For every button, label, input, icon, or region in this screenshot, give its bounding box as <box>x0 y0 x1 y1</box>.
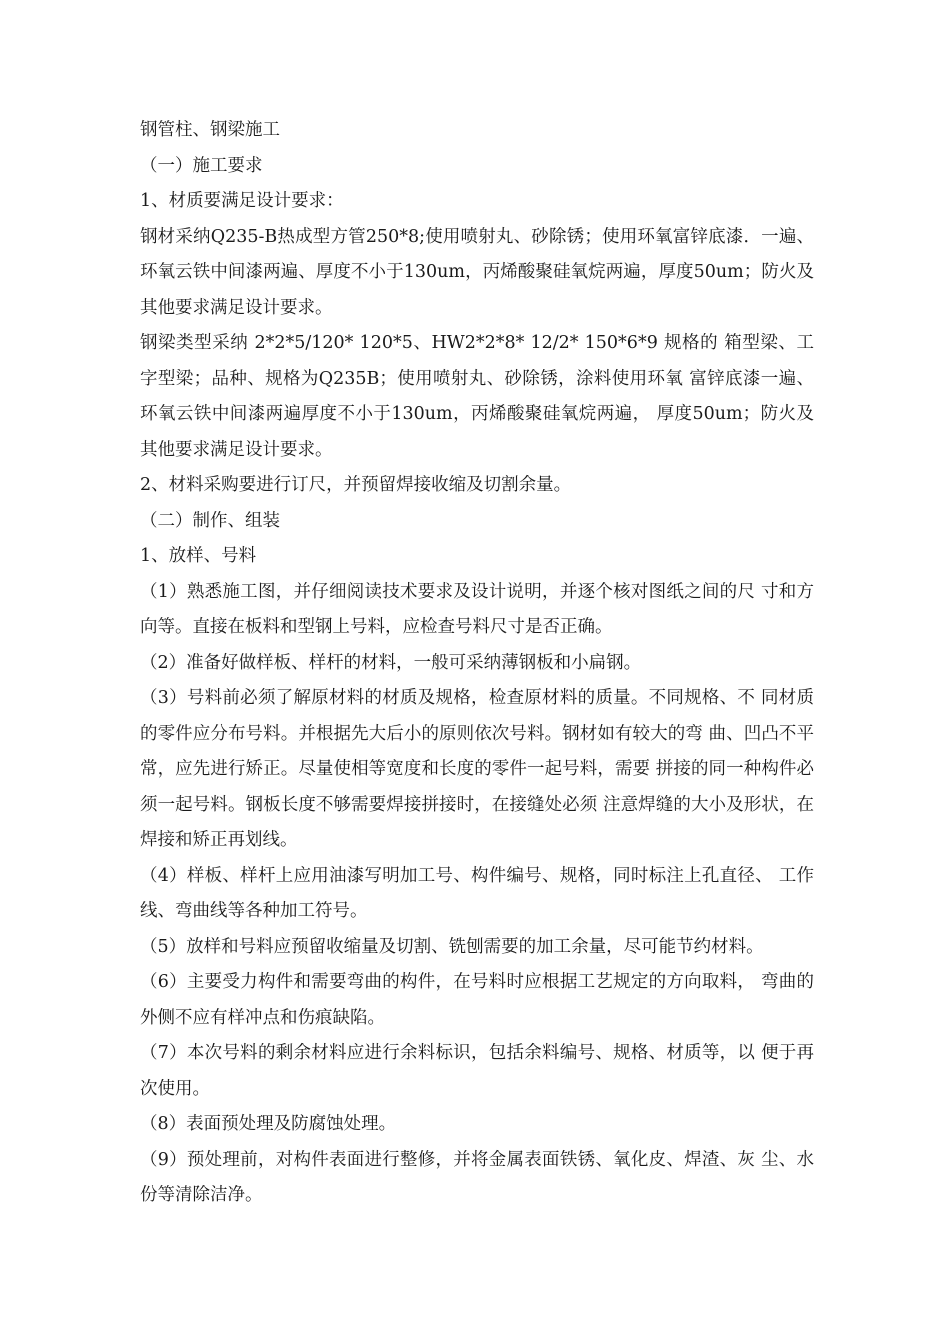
item-heading-procurement: 2、材料采购要进行订尺，并预留焊接收缩及切割余量。 <box>140 475 572 495</box>
document-body <box>140 113 814 1214</box>
item-heading-layout-marking: 1、放样、号料 <box>140 546 257 566</box>
list-item-7: （7）本次号料的剩余材料应进行余料标识，包括余料编号、规格、材质等，以 便于再次使用。 <box>140 1043 814 1099</box>
paragraph-steel-beam-type: 钢梁类型采纳 2*2*5/120* 120*5、HW2*2*8* 12/2* 150*6*9 规格的 箱型梁、工字型梁；品种、规格为Q235B；使用喷射丸、砂除锈，涂料使用环氧 富锌底漆一遍、环氧云铁中间漆两遍厚度不小于130um，丙烯酸聚硅氧烷两遍， 厚度50um；防火及其他要求满足设计要求。 <box>140 333 814 460</box>
section-title: 钢管柱、钢梁施工 <box>140 120 280 140</box>
list-item-4: （4）样板、样杆上应用油漆写明加工号、构件编号、规格，同时标注上孔直径、 工作线、弯曲线等各种加工符号。 <box>140 865 814 921</box>
list-item-2: （2）准备好做样板、样杆的材料，一般可采纳薄钢板和小扁钢。 <box>140 652 642 673</box>
list-item-6: （6）主要受力构件和需要弯曲的构件，在号料时应根据工艺规定的方向取料， 弯曲的外侧不应有样冲点和伤痕缺陷。 <box>140 972 814 1028</box>
subsection-heading-requirements: （一）施工要求 <box>140 155 263 176</box>
item-heading-material: 1、材质要满足设计要求： <box>140 191 344 211</box>
subsection-heading-fabrication: （二）制作、组装 <box>140 510 280 531</box>
list-item-3: （3）号料前必须了解原材料的材质及规格，检查原材料的质量。不同规格、不 同材质的零件应分布号料。并根据先大后小的原则依次号料。钢材如有较大的弯 曲、凹凸不平常，应先进行矫正。尽量使相等宽度和长度的零件一起号料，需要 拼接的同一种构件必须一起号料。钢板长度不够需要焊接拼接时，在接缝处必须 注意焊缝的大小及形状，在焊接和矫正再划线。 <box>140 688 814 850</box>
list-item-1: （1）熟悉施工图，并仔细阅读技术要求及设计说明，并逐个核对图纸之间的尺 寸和方向等。直接在板料和型钢上号料，应检查号料尺寸是否正确。 <box>140 581 814 637</box>
list-item-5: （5）放样和号料应预留收缩量及切割、铣刨需要的加工余量，尽可能节约材料。 <box>140 936 764 957</box>
list-item-9: （9）预处理前，对构件表面进行整修，并将金属表面铁锈、氧化皮、焊渣、灰 尘、水份等清除洁净。 <box>140 1149 814 1205</box>
list-item-8: （8）表面预处理及防腐蚀处理。 <box>140 1114 397 1134</box>
paragraph-steel-material: 钢材采纳Q235-B热成型方管250*8;使用喷射丸、砂除锈；使用环氧富锌底漆．一遍、环氧云铁中间漆两遍、厚度不小于130um，丙烯酸聚硅氧烷两遍，厚度50um；防火及其他要求满足设计要求。 <box>140 226 814 318</box>
